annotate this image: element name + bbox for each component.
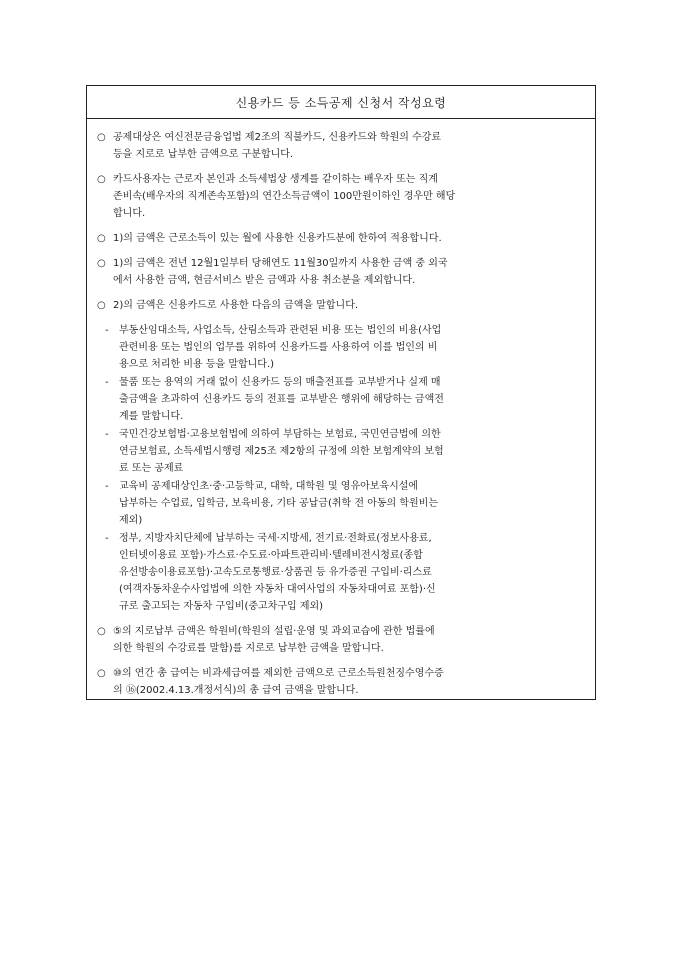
- sub-item-text: 국민건강보험법·고용보험법에 의하여 부담하는 보험료, 국민연금법에 의한: [119, 429, 441, 440]
- sub-item-text: 관련비용 또는 법인의 업무를 위하여 신용카드를 사용하여 이를 법인의 비: [119, 342, 438, 353]
- sub-item: [97, 322, 587, 373]
- bullet-circle-icon: ○: [97, 132, 106, 143]
- instruction-text: ⑤의 지로납부 금액은 학원비(학원의 설립·운영 및 과외교습에 관한 법률에: [113, 626, 435, 637]
- dash-marker: -: [105, 481, 109, 492]
- instruction-text: 1)의 금액은 전년 12월1일부터 당해연도 11월30일까지 사용한 금액 중 외국: [113, 258, 448, 269]
- sub-item-text: 정부, 지방자치단체에 납부하는 국세·지방세, 전기료·전화료(정보사용료,: [119, 533, 432, 544]
- sub-item-text: 유선방송이용료포함)·고속도로통행료·상품권 등 유가증권 구입비·리스료: [119, 567, 432, 578]
- instruction-item: [97, 297, 587, 314]
- instruction-text: 2)의 금액은 신용카드로 사용한 다음의 금액을 말합니다.: [113, 300, 359, 311]
- sub-item-text: 료 또는 공제료: [119, 463, 184, 474]
- sub-item-text: 납부하는 수업료, 입학금, 보육비용, 기타 공납금(취학 전 아동의 학원비는: [119, 498, 439, 509]
- bullet-circle-icon: ○: [97, 668, 106, 679]
- instruction-text: 공제대상은 여신전문금융업법 제2조의 직불카드, 신용카드와 학원의 수강료: [113, 132, 442, 143]
- sub-item-text: 연금보험료, 소득세법시행령 제25조 제2항의 규정에 의한 보험계약의 보험: [119, 446, 444, 457]
- sub-item: [97, 426, 587, 477]
- sub-item-text: 계를 말합니다.: [119, 411, 184, 422]
- sub-item-text: 용으로 처리한 비용 등을 말합니다.): [119, 359, 275, 370]
- instruction-text: 등을 지로로 납부한 금액으로 구분합니다.: [113, 149, 294, 160]
- bullet-circle-icon: ○: [97, 233, 106, 244]
- instruction-text: 합니다.: [113, 208, 146, 219]
- bullet-circle-icon: ○: [97, 174, 106, 185]
- sub-item-text: 물품 또는 용역의 거래 없이 신용카드 등의 매출전표를 교부받거나 실제 매: [119, 377, 441, 388]
- instructions-form: [86, 85, 596, 700]
- instruction-item: [97, 623, 587, 657]
- sub-item-text: 교육비 공제대상인초·중·고등학교, 대학, 대학원 및 영유아보육시설에: [119, 481, 419, 492]
- sub-item-text: 제외): [119, 515, 143, 526]
- instruction-text: 의 ⑯(2002.4.13.개정서식)의 총 급여 금액을 말합니다.: [113, 685, 359, 696]
- dash-marker: -: [105, 429, 109, 440]
- sub-item-text: 부동산임대소득, 사업소득, 산림소득과 관련된 비용 또는 법인의 비용(사업: [119, 325, 442, 336]
- sub-item-text: (여객자동차운수사업법에 의한 자동차 대여사업의 자동차대여료 포함)·신: [119, 584, 436, 595]
- dash-marker: -: [105, 533, 109, 544]
- instruction-item: [97, 171, 587, 222]
- sub-item-text: 인터넷이용료 포함)·가스료·수도료·아파트관리비·텔레비전시청료(종합: [119, 550, 423, 561]
- sub-item: [97, 374, 587, 425]
- form-title: 신용카드 등 소득공제 신청서 작성요령: [87, 86, 595, 119]
- instruction-text: ⑩의 연간 총 급여는 비과세급여를 제외한 금액으로 근로소득원천징수영수증: [113, 668, 444, 679]
- sub-item-text: 출금액을 초과하여 신용카드 등의 전표를 교부받은 행위에 해당하는 금액전: [119, 394, 444, 405]
- sub-item: [97, 478, 587, 529]
- instruction-item: [97, 129, 587, 163]
- instruction-text: 에서 사용한 금액, 현금서비스 받은 금액과 사용 취소분을 제외합니다.: [113, 275, 416, 286]
- instructions-content: [87, 119, 595, 699]
- instruction-item: [97, 255, 587, 289]
- instruction-item: [97, 230, 587, 247]
- sub-item-text: 규로 출고되는 자동차 구입비(중고차구입 제외): [119, 601, 324, 612]
- bullet-circle-icon: ○: [97, 258, 106, 269]
- bullet-circle-icon: ○: [97, 626, 106, 637]
- instruction-text: 의한 학원의 수강료를 말함)를 지로로 납부한 금액을 말합니다.: [113, 643, 384, 654]
- dash-marker: -: [105, 325, 109, 336]
- bullet-circle-icon: ○: [97, 300, 106, 311]
- instruction-item: [97, 665, 587, 699]
- sub-item: [97, 530, 587, 615]
- instruction-text: 1)의 금액은 근로소득이 있는 월에 사용한 신용카드분에 한하여 적용합니다.: [113, 233, 442, 244]
- dash-marker: -: [105, 377, 109, 388]
- instruction-text: 존비속(배우자의 직계존속포함)의 연간소득금액이 100만원이하인 경우만 해당: [113, 191, 456, 202]
- instruction-text: 카드사용자는 근로자 본인과 소득세법상 생계를 같이하는 배우자 또는 직계: [113, 174, 438, 185]
